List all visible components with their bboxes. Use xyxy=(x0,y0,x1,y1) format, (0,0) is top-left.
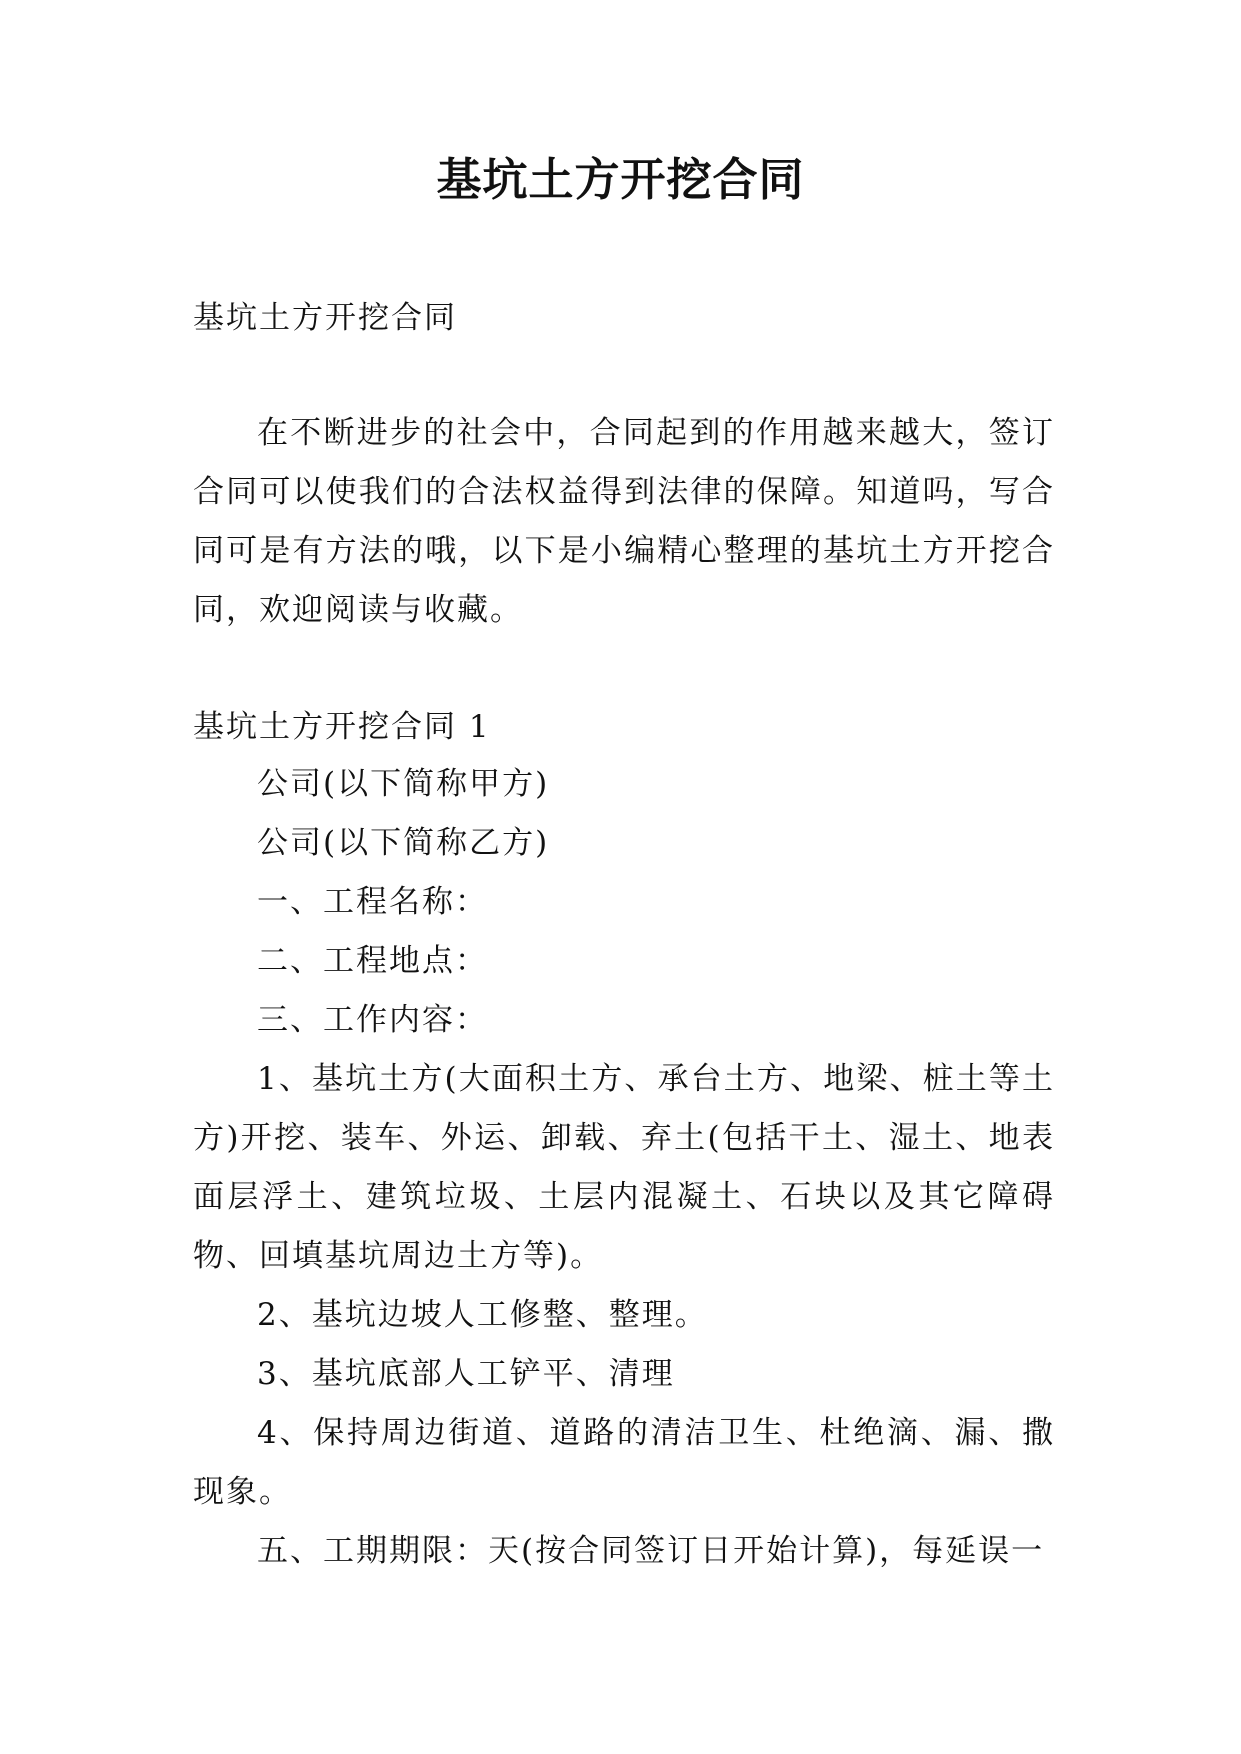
intro-paragraph: 在不断进步的社会中，合同起到的作用越来越大，签订合同可以使我们的合法权益得到法律的保障。知道吗，写合同可是有方法的哦，以下是小编精心整理的基坑土方开挖合同，欢迎阅读与收藏。 xyxy=(193,415,1055,628)
section-heading: 基坑土方开挖合同 1 xyxy=(193,709,491,745)
work-item-2: 2、基坑边坡人工修整、整理。 xyxy=(257,1297,708,1333)
work-item-1: 1、基坑土方(大面积土方、承台土方、地梁、桩土等土方)开挖、装车、外运、卸载、弃土(包括干土、湿土、地表面层浮土、建筑垃圾、土层内混凝土、石块以及其它障碍物、回填基坑周边土方等)。 xyxy=(193,1061,1055,1274)
document-subtitle: 基坑土方开挖合同 xyxy=(193,300,457,336)
document-title: 基坑土方开挖合同 xyxy=(436,153,805,206)
party-b-line: 公司(以下简称乙方) xyxy=(257,825,550,861)
party-a-line: 公司(以下简称甲方) xyxy=(257,766,550,802)
clause-work-content: 三、工作内容： xyxy=(257,1002,488,1038)
clause-schedule: 五、工期期限：天(按合同签订日开始计算)，每延误一 xyxy=(257,1533,1045,1569)
contract-body xyxy=(193,755,1055,1581)
work-item-3: 3、基坑底部人工铲平、清理 xyxy=(257,1356,675,1392)
clause-project-name: 一、工程名称： xyxy=(257,884,488,920)
work-item-4: 4、保持周边街道、道路的清洁卫生、杜绝滴、漏、撒现象。 xyxy=(193,1415,1055,1510)
clause-project-location: 二、工程地点： xyxy=(257,943,488,979)
